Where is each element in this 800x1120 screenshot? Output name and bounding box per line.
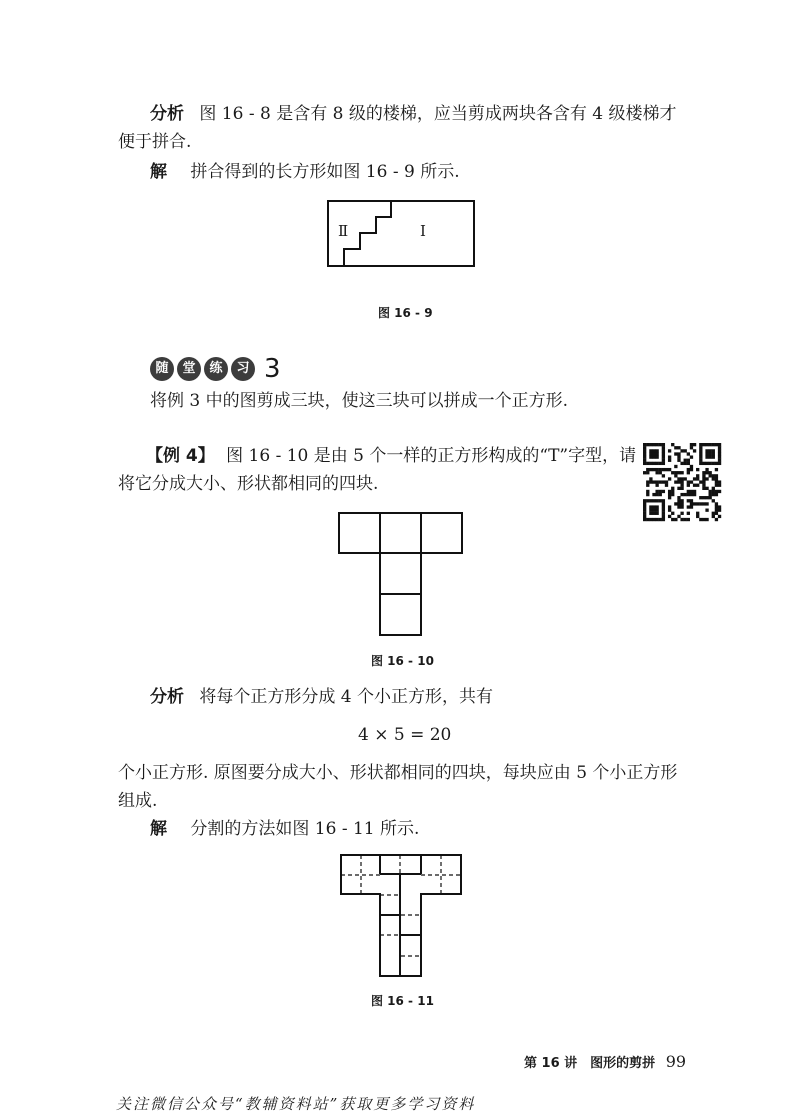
practice-badge-2: 堂 <box>177 357 201 381</box>
practice-number: 3 <box>264 354 281 384</box>
example-4-paragraph <box>146 444 636 468</box>
staircase-cut <box>344 201 391 266</box>
practice-text: 将例 3 中的图剪成三块，使这三块可以拼成一个正方形. <box>150 391 569 411</box>
practice-badge-1: 随 <box>150 357 174 381</box>
figure-caption-16-9: 图 16 - 9 <box>378 306 433 320</box>
analysis-paragraph-2 <box>150 685 493 709</box>
practice-header <box>150 354 281 384</box>
formula: 4 × 5 = 20 <box>358 725 452 745</box>
analysis-text-2: 将每个正方形分成 4 个小正方形，共有 <box>199 687 494 707</box>
piece-boundaries <box>341 855 461 976</box>
solution-text: 拼合得到的长方形如图 16 - 9 所示. <box>190 162 460 182</box>
solution-paragraph-2 <box>150 817 419 841</box>
example-label: 【例 4】 <box>146 446 215 466</box>
analysis-text-continued: 便于拼合. <box>118 132 192 152</box>
analysis-paragraph-1 <box>150 102 676 126</box>
solution-text-2: 分割的方法如图 16 - 11 所示. <box>190 819 420 839</box>
watermark-text: 关注微信公众号“教辅资料站”获取更多学习资料 <box>116 1095 476 1113</box>
page-number: 99 <box>665 1052 687 1071</box>
t-square-middle <box>380 553 421 594</box>
example-text: 图 16 - 10 是由 5 个一样的正方形构成的“T”字型，请 <box>226 446 637 466</box>
qr-code[interactable] <box>643 443 721 521</box>
page-footer <box>524 1052 686 1071</box>
figure-caption-16-10: 图 16 - 10 <box>371 654 434 668</box>
rectangle-outline <box>328 201 474 266</box>
solution-label: 解 <box>150 162 167 182</box>
solution-label-2: 解 <box>150 819 167 839</box>
region-label-2: Ⅱ <box>338 222 349 240</box>
analysis-text: 图 16 - 8 是含有 8 级的楼梯，应当剪成两块各含有 4 级楼梯才 <box>199 104 677 124</box>
analysis-label-2: 分析 <box>150 687 184 707</box>
figure-caption-16-11: 图 16 - 11 <box>371 994 434 1008</box>
analysis-text-2-end: 组成. <box>118 791 158 811</box>
analysis-text-2-continued: 个小正方形. 原图要分成大小、形状都相同的四块，每块应由 5 个小正方形 <box>118 763 678 783</box>
analysis-label: 分析 <box>150 104 184 124</box>
t-square-bottom <box>380 594 421 635</box>
chapter-title: 第 16 讲 图形的剪拼 <box>524 1056 656 1071</box>
subdivision-grid <box>341 855 461 956</box>
example-text-continued: 将它分成大小、形状都相同的四块. <box>118 474 379 494</box>
practice-badge-4: 习 <box>231 357 255 381</box>
practice-badge-3: 练 <box>204 357 228 381</box>
solution-paragraph-1 <box>150 160 460 184</box>
t-square-top-middle <box>380 513 421 553</box>
t-square-top-left <box>339 513 380 553</box>
t-square-top-right <box>421 513 462 553</box>
region-label-1: Ⅰ <box>420 222 426 240</box>
